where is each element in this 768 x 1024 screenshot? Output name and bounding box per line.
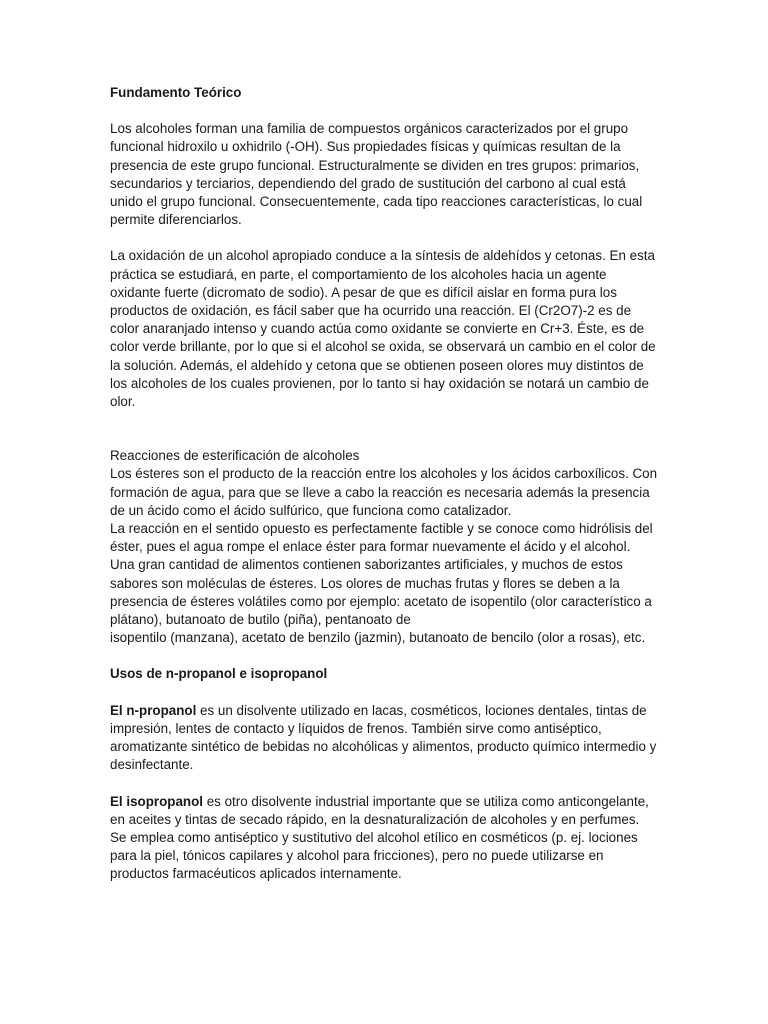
spacer (110, 411, 658, 447)
npropanol-description: es un disolvente utilizado en lacas, cosméticos, lociones dentales, tintas de impresión, lentes de contacto y líquidos de frenos. También sirve como antiséptico, aromatizante sintético de bebidas no alcohólicas y alimentos, producto químico intermedio y desinfectante. (110, 702, 657, 773)
paragraph-oxidacion: La oxidación de un alcohol apropiado conduce a la síntesis de aldehídos y cetonas. En esta práctica se estudiará, en parte, el comportamiento de los alcoholes hacia un agente oxidante fuerte (dicromato de sodio). A pesar de que es difícil aislar en forma pura los productos de oxidación, es fácil saber que ha ocurrido una reacción. El (Cr2O7)-2 es de color anaranjado intenso y cuando actúa como oxidante se convierte en Cr+3. Éste, es de color verde brillante, por lo que si el alcohol se oxida, se observará un cambio en el color de la solución. Además, el aldehído y cetona que se obtienen poseen olores muy distintos de los alcoholes de los cuales provienen, por lo tanto si hay oxidación se notará un cambio de olor. (110, 248, 656, 410)
spacer (110, 229, 658, 247)
document-page (110, 84, 658, 884)
paragraph-esteres: Los ésteres son el producto de la reacción entre los alcoholes y los ácidos carboxílicos. Con formación de agua, para que se lleve a cabo la reacción es necesaria además la presencia de un ácido como el ácido sulfúrico, que funciona como catalizador. (110, 466, 658, 518)
paragraph-alimentos (110, 556, 658, 647)
heading-esterificacion: Reacciones de esterificación de alcoholes (110, 448, 360, 464)
paragraph-hidrolisis: La reacción en el sentido opuesto es perfectamente factible y se conoce como hidrólisis del éster, pues el agua rompe el enlace éster para formar nuevamente el ácido y el alcohol. (110, 521, 653, 555)
paragraph-isopropanol (110, 793, 658, 884)
paragraph-alimentos-part-1: Una gran cantidad de alimentos contienen saborizantes artificiales, y muchos de estos sabores son moléculas de ésteres. Los olores de muchas frutas y flores se deben a la presencia de ésteres volátiles como por ejemplo: acetato de isopentilo (olor característico a plátano), butanoato de butilo (piña), pentanoato de (110, 557, 652, 628)
heading-usos: Usos de n-propanol e isopropanol (110, 666, 328, 682)
spacer (110, 102, 658, 120)
paragraph-npropanol (110, 702, 658, 775)
spacer (110, 775, 658, 793)
paragraph-alimentos-part-2: isopentilo (manzana), acetato de benzilo (jazmin), butanoato de bencilo (olor a rosas), etc. (110, 630, 646, 646)
spacer (110, 684, 658, 702)
isopropanol-description: es otro disolvente industrial importante que se utiliza como anticongelante, en aceites y tintas de secado rápido, en la desnaturalización de alcoholes y en perfumes. Se emplea como antiséptico y sustitutivo del alcohol etílico en cosméticos (p. ej. lociones para la piel, tónicos capilares y alcohol para fricciones), pero no puede utilizarse en productos farmacéuticos aplicados internamente. (110, 793, 649, 882)
heading-fundamento-teorico: Fundamento Teórico (110, 85, 242, 100)
isopropanol-term: El isopropanol (110, 793, 203, 809)
npropanol-term: El n-propanol (110, 702, 197, 718)
spacer (110, 647, 658, 665)
paragraph-alcoholes: Los alcoholes forman una familia de compuestos orgánicos caracterizados por el grupo funcional hidroxilo u oxhidrilo (-OH). Sus propiedades físicas y químicas resultan de la presencia de este grupo funcional. Estructuralmente se dividen en tres grupos: primarios, secundarios y terciarios, dependiendo del grado de sustitución del carbono al cual está unido el grupo funcional. Consecuentemente, cada tipo reacciones características, lo cual permite diferenciarlos. (110, 121, 643, 228)
